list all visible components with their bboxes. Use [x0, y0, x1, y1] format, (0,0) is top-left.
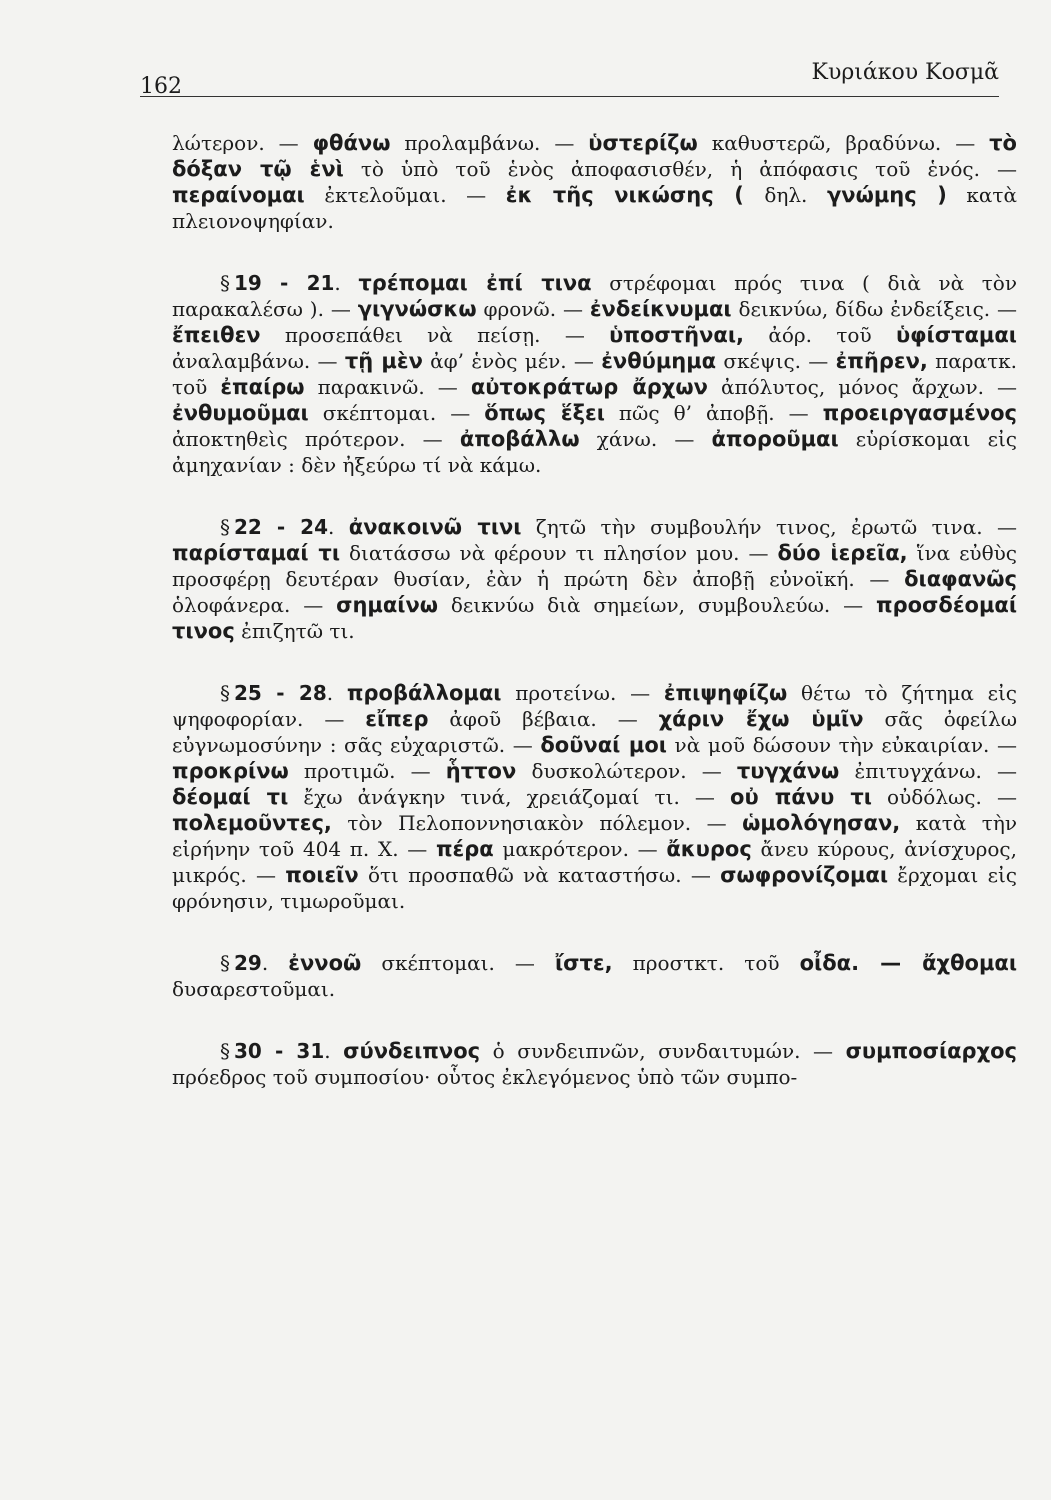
paragraph	[172, 514, 1017, 644]
gloss: προτείνω. —	[501, 681, 664, 705]
lemma: εἴπερ	[365, 707, 429, 731]
lemma: ὑποστῆναι,	[609, 323, 744, 347]
section-mark: §	[220, 271, 230, 295]
page-number: 162	[140, 74, 182, 99]
gloss: ὅτι προσπαθῶ νὰ καταστήσω. —	[358, 863, 721, 887]
lemma: παρίσταμαί τι	[172, 541, 341, 565]
gloss: πῶς θ’ ἀποβῇ. —	[604, 401, 823, 425]
gloss: σκέπτομαι. —	[361, 951, 555, 975]
section-number: 19 - 21	[234, 271, 335, 295]
gloss: προλαμβάνω. —	[390, 131, 589, 155]
body-text	[172, 130, 1017, 1126]
paragraph	[172, 130, 1017, 234]
lemma: ἄκυρος	[666, 837, 752, 861]
gloss: τὸν Πελοποννησιακὸν πόλεμον. —	[331, 811, 743, 835]
lemma: ἐπαίρω	[220, 375, 305, 399]
lemma: πολεμοῦντες,	[172, 811, 332, 835]
gloss: παρατκ. τοῦ	[172, 349, 1017, 399]
gloss: ἵνα εὐθὺς προσφέρῃ δευτέραν θυσίαν, ἐὰν ἡ πρώτη δὲν ἀποβῇ εὐνοϊκή. —	[172, 541, 1017, 591]
gloss: χάνω. —	[579, 427, 712, 451]
lemma: ἔπειθεν	[172, 323, 261, 347]
lemma: φθάνω	[312, 131, 391, 155]
lemma: ἐπιψηφίζω	[663, 681, 788, 705]
paragraph	[172, 1038, 1017, 1090]
gloss: καθυστερῶ, βραδύνω. —	[697, 131, 990, 155]
paragraph	[172, 950, 1017, 1002]
gloss: διατάσσω νὰ φέρουν τι πλησίον μου. —	[340, 541, 778, 565]
lemma: ἧττον	[445, 759, 517, 783]
lemma: ὡμολόγησαν,	[742, 811, 901, 835]
paragraph	[172, 270, 1017, 478]
lemma: ἐπῆρεν,	[835, 349, 928, 373]
lemma: δύο ἱερεῖα,	[777, 541, 908, 565]
gloss: τὸ ὑπὸ τοῦ ἑνὸς ἀποφασισθέν, ἡ ἀπόφασις τοῦ ἑνός. —	[343, 157, 1017, 181]
gloss: ἀπόλυτος, μόνος ἄρχων. —	[707, 375, 1018, 399]
gloss: θέτω τὸ ζήτημα εἰς ψηφοφορίαν. —	[172, 681, 1018, 731]
gloss: προτιμῶ. —	[288, 759, 446, 783]
gloss: σκέψις. —	[716, 349, 836, 373]
lemma: αὐτοκράτωρ ἄρχων	[470, 375, 708, 399]
gloss: ἀποκτηθεὶς πρότερον. —	[172, 427, 460, 451]
running-head: Κυριάκου Κοσμᾶ	[811, 60, 999, 85]
lemma: οὐ πάνυ τι	[730, 785, 872, 809]
gloss: ὁλοφάνερα. —	[172, 593, 337, 617]
lemma: ἐννοῶ	[288, 951, 362, 975]
gloss: λώτερον. —	[172, 131, 313, 155]
lemma: χάριν ἔχω ὑμῖν	[658, 707, 864, 731]
section-number: 22 - 24	[234, 515, 329, 539]
gloss: δεικνύω διὰ σημείων, συμβουλεύω. —	[438, 593, 876, 617]
gloss: οὐδόλως. —	[871, 785, 1017, 809]
lemma: ἐνδείκνυμαι	[589, 297, 732, 321]
lemma: δοῦναί μοι	[540, 733, 667, 757]
lemma: τὸ δόξαν τῷ ἑνὶ	[172, 131, 1017, 181]
gloss: .	[324, 1039, 344, 1063]
gloss: δυσκολώτερον. —	[516, 759, 737, 783]
section-mark: §	[220, 1039, 230, 1063]
gloss: ἔρχομαι εἰς φρόνησιν, τιμωροῦμαι.	[172, 863, 1017, 913]
gloss: ὁ συνδειπνῶν, συνδαιτυμών. —	[480, 1039, 846, 1063]
lemma: γνώμης )	[826, 183, 947, 207]
section-number: 30 - 31	[234, 1039, 325, 1063]
gloss: ἀφ’ ἑνὸς μέν. —	[422, 349, 602, 373]
lemma: σύνδειπνος	[343, 1039, 481, 1063]
lemma: προειργασμένος	[822, 401, 1017, 425]
gloss: ἀφοῦ βέβαια. —	[428, 707, 659, 731]
gloss: ἀόρ. τοῦ	[744, 323, 896, 347]
lemma: τρέπομαι ἐπί τινα	[358, 271, 592, 295]
gloss: φρονῶ. —	[476, 297, 590, 321]
section-mark: §	[220, 681, 230, 705]
gloss: κατὰ πλειονοψηφίαν.	[172, 183, 1018, 233]
gloss: ἔχω ἀνάγκην τινά, χρειάζομαί τι. —	[288, 785, 731, 809]
lemma: ἀνακοινῶ τινι	[348, 515, 522, 539]
lemma: γιγνώσκω	[357, 297, 477, 321]
gloss: προσεπάθει νὰ πείσῃ. —	[260, 323, 610, 347]
gloss: .	[328, 515, 349, 539]
lemma: ποιεῖν	[285, 863, 359, 887]
lemma: ὑφίσταμαι	[895, 323, 1017, 347]
gloss: δυσαρεστοῦμαι.	[172, 977, 336, 1001]
gloss: κατὰ τὴν εἰρήνην τοῦ 404 π. Χ. —	[172, 811, 1018, 861]
lemma: τυγχάνω	[736, 759, 840, 783]
lemma: προσδέομαί τινος	[172, 593, 1018, 643]
section-mark: §	[220, 951, 230, 975]
gloss: ἀναλαμβάνω. —	[172, 349, 345, 373]
paragraph	[172, 680, 1017, 914]
lemma: ἐνθύμημα	[601, 349, 717, 373]
lemma: συμποσίαρχος	[845, 1039, 1018, 1063]
section-mark: §	[220, 515, 230, 539]
gloss: σᾶς ὀφείλω εὐγνωμοσύνην : σᾶς εὐχαριστῶ. —	[172, 707, 1017, 757]
header-rule	[140, 96, 999, 97]
lemma: προβάλλομαι	[346, 681, 502, 705]
section-number: 29	[234, 951, 262, 975]
gloss: .	[261, 951, 289, 975]
section-number: 25 - 28	[234, 681, 327, 705]
lemma: δέομαί τι	[172, 785, 289, 809]
lemma: οἶδα. — ἄχθομαι	[799, 951, 1018, 975]
lemma: τῇ μὲν	[344, 349, 423, 373]
gloss: παρακινῶ. —	[304, 375, 471, 399]
lemma: ἐνθυμοῦμαι	[172, 401, 309, 425]
lemma: ὑστερίζω	[588, 131, 698, 155]
gloss: σκέπτομαι. —	[308, 401, 485, 425]
lemma: διαφανῶς	[904, 567, 1017, 591]
lemma: ἀποροῦμαι	[711, 427, 839, 451]
lemma: περαίνομαι	[172, 183, 305, 207]
gloss: .	[326, 681, 347, 705]
gloss: .	[334, 271, 359, 295]
lemma: σημαίνω	[336, 593, 439, 617]
gloss: ἐπιτυγχάνω. —	[839, 759, 1017, 783]
gloss: εὑρίσκομαι εἰς ἀμηχανίαν : δὲν ἠξεύρω τί νὰ κάμω.	[172, 427, 1017, 477]
lemma: ὅπως ἕξει	[484, 401, 605, 425]
lemma: ἴστε,	[554, 951, 613, 975]
gloss: ἐπιζητῶ τι.	[234, 619, 355, 643]
lemma: ἀποβάλλω	[459, 427, 580, 451]
gloss: στρέφομαι πρός τινα ( διὰ νὰ τὸν παρακαλέσω ). —	[172, 271, 1018, 321]
lemma: σωφρονίζομαι	[720, 863, 889, 887]
gloss: δεικνύω, δίδω ἐνδείξεις. —	[731, 297, 1018, 321]
gloss: προστκτ. τοῦ	[612, 951, 800, 975]
lemma: ἐκ τῆς νικώσης (	[505, 183, 765, 207]
gloss: νὰ μοῦ δώσουν τὴν εὐκαιρίαν. —	[666, 733, 1017, 757]
gloss: πρόεδρος τοῦ συμποσίου· οὗτος ἐκλεγόμενος ὑπὸ τῶν συμπο-	[172, 1065, 798, 1089]
lemma: προκρίνω	[172, 759, 289, 783]
gloss: ἄνευ κύρους, ἀνίσχυρος, μικρός. —	[172, 837, 1017, 887]
lemma: πέρα	[435, 837, 494, 861]
gloss: ζητῶ τὴν συμβουλήν τινος, ἐρωτῶ τινα. —	[521, 515, 1017, 539]
gloss: ἐκτελοῦμαι. —	[304, 183, 506, 207]
gloss: μακρότερον. —	[493, 837, 667, 861]
gloss: δηλ.	[764, 183, 827, 207]
